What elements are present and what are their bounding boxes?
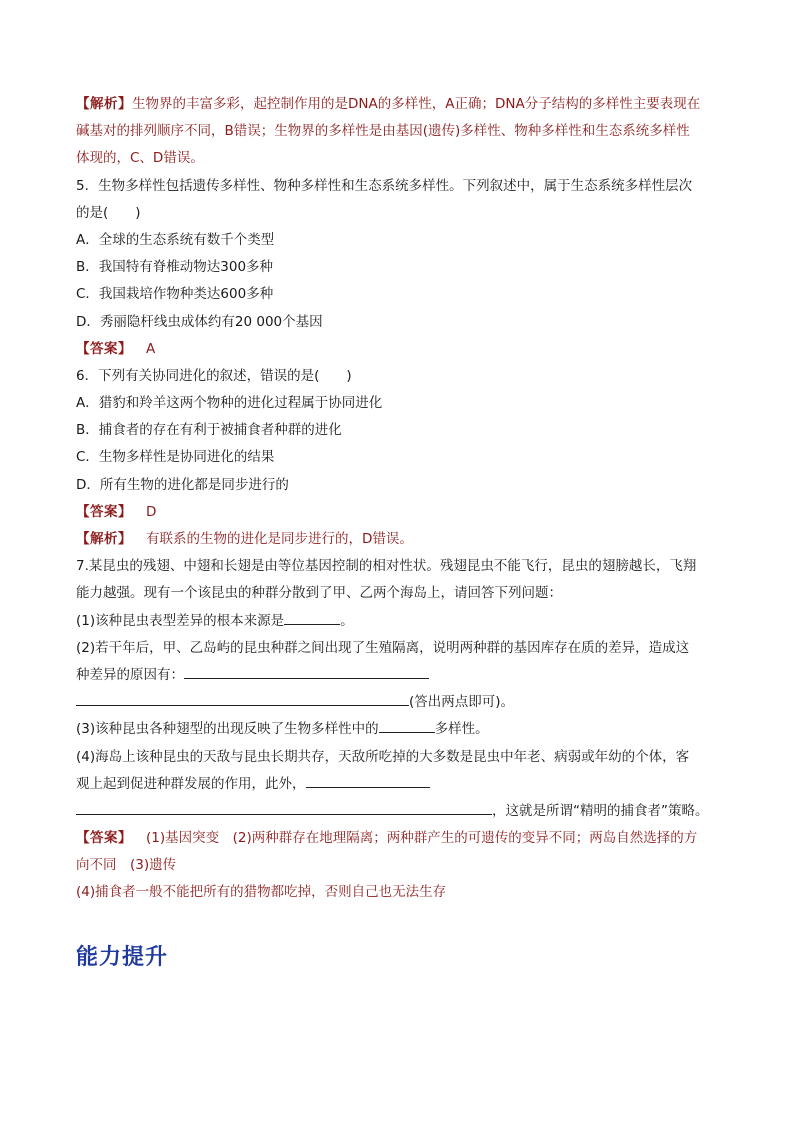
answer-blank[interactable] — [284, 610, 340, 625]
question-7-part-4: ，这就是所谓“精明的捕食者”策略。 — [76, 798, 722, 825]
question-6-option-a: A．猎豹和羚羊这两个物种的进化过程属于协同进化 — [76, 395, 383, 412]
answer-blank[interactable] — [379, 718, 435, 733]
worksheet-body — [76, 91, 722, 907]
question-7-answer: (4)捕食者一般不能把所有的猎物都吃掉，否则自己也无法生存 — [76, 884, 447, 901]
answer-tag: 【答案】 — [76, 830, 132, 847]
question-7-part-2: (答出两点即可)。 — [76, 689, 722, 716]
question-6-option-d: D．所有生物的进化都是同步进行的 — [76, 476, 289, 493]
question-7-part-4: (4)海岛上该种昆虫的天敌与昆虫长期共存，天敌所吃掉的大多数是昆虫中年老、病弱或年幼的个体，客 — [76, 748, 690, 765]
question-5-stem: 的是( ) — [76, 204, 141, 221]
question-5-answer — [76, 336, 722, 363]
answer-blank[interactable] — [306, 773, 430, 788]
question-5-stem: 5．生物多样性包括遗传多样性、物种多样性和生态系统多样性。下列叙述中，属于生态系统多样性层次 — [76, 177, 693, 194]
question-7-part-2: 种差异的原因有： — [76, 662, 722, 689]
question-7-part-1: (1)该种昆虫表型差异的根本来源是 。 — [76, 608, 722, 635]
question-6-stem: 6．下列有关协同进化的叙述，错误的是( ) — [76, 367, 352, 384]
explanation-tag: 【解析】 — [76, 96, 132, 112]
question-6-option-b: B．捕食者的存在有利于被捕食者种群的进化 — [76, 422, 342, 439]
question-7-answer: 向不同 (3)遗传 — [76, 857, 177, 874]
explanation-line: 碱基对的排列顺序不同，B错误；生物界的多样性是由基因(遗传)多样性、物种多样性和生态系统多样性 — [76, 123, 690, 140]
section-heading: 能力提升 — [76, 945, 169, 970]
explanation-text: 生物界的丰富多彩，起控制作用的是DNA的多样性，A正确；DNA分子结构的多样性主要表现在 — [132, 96, 701, 112]
question-6-option-c: C．生物多样性是协同进化的结果 — [76, 449, 275, 466]
explanation-text: 有联系的生物的进化是同步进行的，D错误。 — [146, 531, 413, 547]
question-5-option-a: A．全球的生态系统有数千个类型 — [76, 231, 275, 248]
explanation-tag: 【解析】 — [76, 531, 132, 547]
question-5-option-d: D．秀丽隐杆线虫成体约有20 000个基因 — [76, 313, 323, 330]
answer-value: A — [146, 340, 156, 357]
question-6-explanation — [76, 526, 722, 553]
answer-blank[interactable] — [184, 664, 429, 679]
answer-blank[interactable] — [76, 691, 409, 706]
question-7-stem: 能力越强。现有一个该昆虫的种群分散到了甲、乙两个海岛上，请回答下列问题： — [76, 585, 562, 602]
question-5-option-c: C．我国栽培作物种类达600多种 — [76, 286, 274, 303]
question-7-part-3: (3)该种昆虫各种翅型的出现反映了生物多样性中的 多样性。 — [76, 716, 722, 743]
answer-tag: 【答案】 — [76, 503, 132, 520]
question-5-option-b: B．我国特有脊椎动物达300多种 — [76, 259, 274, 276]
question-7-stem: 7.某昆虫的残翅、中翅和长翅是由等位基因控制的相对性状。残翅昆虫不能飞行，昆虫的翅膀越长，飞翔 — [76, 558, 697, 575]
explanation-line: 体现的，C、D错误。 — [76, 150, 204, 167]
question-7-answer — [76, 825, 722, 852]
question-7-part-4: 观上起到促进种群发展的作用，此外， — [76, 771, 722, 798]
answer-value: D — [146, 503, 157, 520]
question-7-part-2: (2)若干年后，甲、乙岛屿的昆虫种群之间出现了生殖隔离，说明两种群的基因库存在质的差异，造成这 — [76, 639, 690, 656]
explanation-line — [76, 91, 722, 118]
answer-blank[interactable] — [76, 800, 492, 815]
answer-tag: 【答案】 — [76, 340, 132, 357]
question-6-answer — [76, 499, 722, 526]
answer-value: (1)基因突变 (2)两种群存在地理隔离；两种群产生的可遗传的变异不同；两岛自然选择的方 — [146, 830, 698, 847]
